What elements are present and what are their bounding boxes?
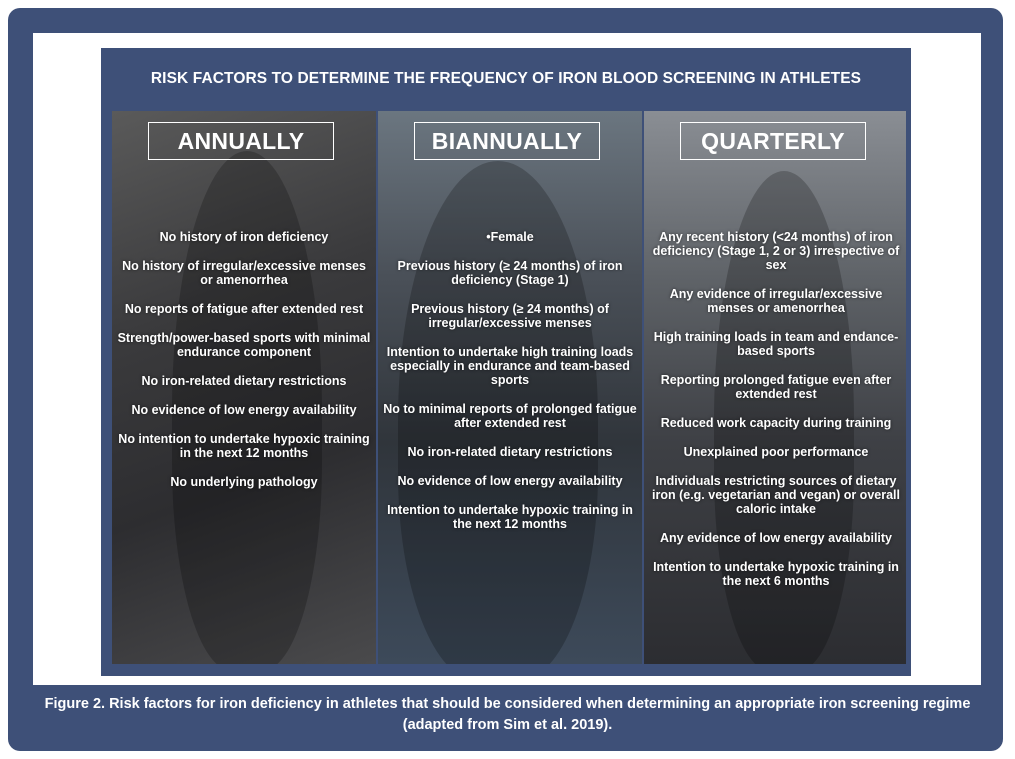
list-item: No underlying pathology xyxy=(170,475,318,489)
infographic-title: RISK FACTORS TO DETERMINE THE FREQUENCY OF IRON BLOOD SCREENING IN ATHLETES xyxy=(150,70,862,87)
column-heading: QUARTERLY xyxy=(680,122,866,160)
list-item: Intention to undertake hypoxic training in the next 6 months xyxy=(653,560,899,588)
list-item: •Female xyxy=(486,230,534,244)
list-item: Intention to undertake high training loads especially in endurance and team-based sports xyxy=(386,345,634,387)
figure-caption: Figure 2. Risk factors for iron deficiency in athletes that should be considered when determining an appropriate iron screening regime (adapted from Sim et al. 2019). xyxy=(44,696,971,733)
list-item: No iron-related dietary restrictions xyxy=(141,374,347,388)
risk-factor-list xyxy=(382,230,638,546)
list-item: High training loads in team and endance-based sports xyxy=(653,330,899,358)
list-item: Reporting prolonged fatigue even after extended rest xyxy=(660,373,892,401)
column-heading: ANNUALLY xyxy=(148,122,334,160)
list-item: Intention to undertake hypoxic training in the next 12 months xyxy=(387,503,633,531)
column-annually xyxy=(112,111,376,664)
list-item: Unexplained poor performance xyxy=(683,445,869,459)
list-item: Any evidence of irregular/excessive menses or amenorrhea xyxy=(669,287,883,315)
list-item: Any evidence of low energy availability xyxy=(659,531,893,545)
list-item: Reduced work capacity during training xyxy=(660,416,892,430)
infographic xyxy=(101,48,911,676)
list-item: No evidence of low energy availability xyxy=(397,474,623,488)
list-item: Strength/power-based sports with minimal endurance component xyxy=(117,331,371,359)
list-item: No iron-related dietary restrictions xyxy=(407,445,613,459)
list-item: No history of irregular/excessive menses or amenorrhea xyxy=(122,259,366,287)
list-item: No reports of fatigue after extended rest xyxy=(124,302,364,316)
list-item: Any recent history (<24 months) of iron deficiency (Stage 1, 2 or 3) irrespective of sex xyxy=(652,230,900,272)
list-item: Previous history (≥ 24 months) of iron deficiency (Stage 1) xyxy=(397,259,623,287)
column-heading: BIANNUALLY xyxy=(414,122,600,160)
column-biannually xyxy=(378,111,642,664)
list-item: Individuals restricting sources of dietary iron (e.g. vegetarian and vegan) or overall caloric intake xyxy=(652,474,900,516)
risk-factor-list xyxy=(648,230,904,603)
column-quarterly xyxy=(644,111,906,664)
list-item: No evidence of low energy availability xyxy=(131,403,357,417)
list-item: No to minimal reports of prolonged fatigue after extended rest xyxy=(383,402,637,430)
list-item: No history of iron deficiency xyxy=(159,230,329,244)
list-item: Previous history (≥ 24 months) of irregular/excessive menses xyxy=(411,302,609,330)
risk-factor-list xyxy=(116,230,372,504)
list-item: No intention to undertake hypoxic training in the next 12 months xyxy=(118,432,370,460)
